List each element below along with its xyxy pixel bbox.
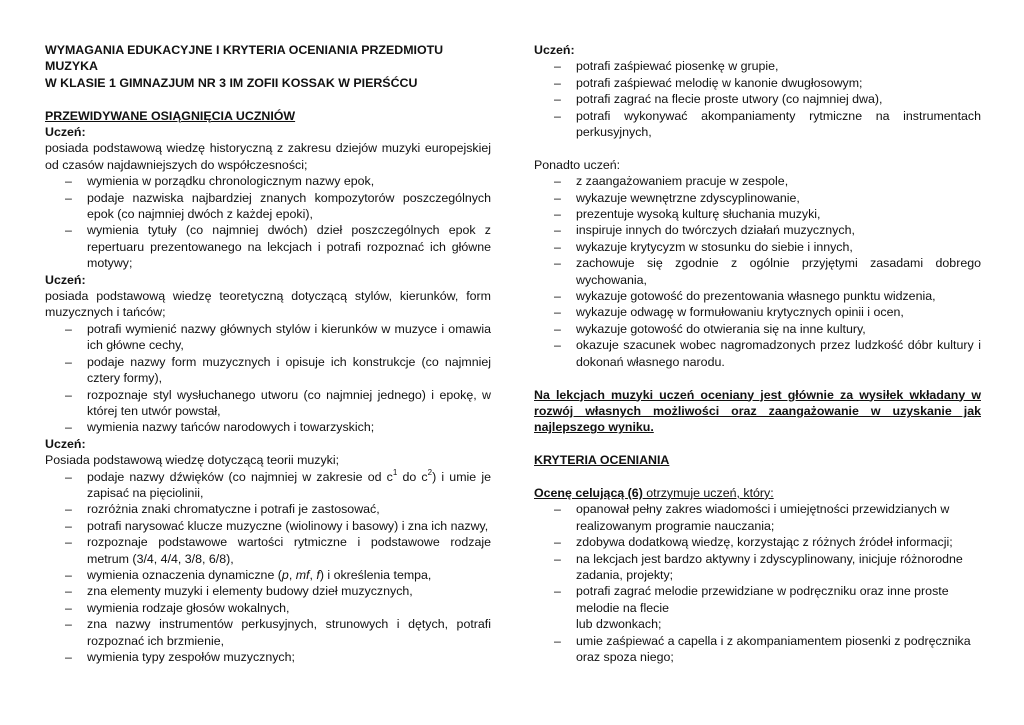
uczen-label-1: Uczeń:: [45, 125, 86, 140]
list-item: – wymienia tytuły (co najmniej dwóch) dzieł poszczególnych epok z repertuaru prezentowanego na lekcjach i potrafi rozpoznać ich główne motywy;: [45, 222, 491, 271]
grade-label: Ocenę celującą (6): [534, 485, 643, 500]
list-item: – zna nazwy instrumentów perkusyjnych, strunowych i dętych, potrafi rozpoznać ich brzmienie,: [45, 616, 491, 649]
assessment-note: Na lekcjach muzyki uczeń oceniany jest głównie za wysiłek wkładany w rozwój własnych możliwości oraz zaangażowanie w uzyskanie jak najlepszego wyniku.: [534, 387, 981, 435]
skills-list: [534, 58, 981, 140]
list-item: – wykazuje odwagę w formułowaniu krytycznych opinii i ocen,: [534, 304, 981, 320]
list-item: – zna elementy muzyki i elementy budowy dzieł muzycznych,: [45, 583, 491, 599]
list-item: – wymienia nazwy tańców narodowych i towarzyskich;: [45, 419, 491, 435]
list-item: – potrafi wykonywać akompaniamenty rytmiczne na instrumentach perkusyjnych,: [534, 108, 981, 141]
list-item: – wykazuje gotowość do otwierania się na inne kultury,: [534, 321, 981, 337]
block1-list: [45, 173, 491, 271]
uczen-label-2: Uczeń:: [45, 272, 86, 287]
list-item: – z zaangażowaniem pracuje w zespole,: [534, 173, 981, 189]
block2-intro: posiada podstawową wiedzę teoretyczną dotyczącą stylów, kierunków, form muzycznych i tańców;: [45, 289, 491, 320]
list-item: – wykazuje gotowość do prezentowania własnego punktu widzenia,: [534, 288, 981, 304]
section-heading-achievements: PRZEWIDYWANE OSIĄGNIĘCIA UCZNIÓW: [45, 108, 296, 123]
block1-intro: posiada podstawową wiedzę historyczną z zakresu dziejów muzyki europejskiej od czasów najdawniejszych do współczesności;: [45, 141, 491, 172]
list-item: – wymienia w porządku chronologicznym nazwy epok,: [45, 173, 491, 189]
ponadto-label: Ponadto uczeń:: [534, 157, 621, 172]
uczen-label-3: Uczeń:: [45, 436, 86, 451]
list-item: – na lekcjach jest bardzo aktywny i zdyscyplinowany, inicjuje różnorodne zadania, projekty;: [534, 551, 981, 584]
list-item: – okazuje szacunek wobec nagromadzonych przez ludzkość dóbr kultury i dokonań własnego narodu.: [534, 337, 981, 370]
ponadto-list: [534, 173, 981, 370]
list-item: – podaje nazwiska najbardziej znanych kompozytorów poszczególnych epok (co najmniej dwóch z każdej epoki),: [45, 190, 491, 223]
list-item: – podaje nazwy form muzycznych i opisuje ich konstrukcje (co najmniej cztery formy),: [45, 354, 491, 387]
grade-celujaca-intro: [534, 485, 981, 501]
list-item: – umie zaśpiewać a capella i z akompaniamentem piosenki z podręcznika oraz spoza niego;: [534, 633, 981, 666]
uczen-label-4: Uczeń:: [534, 43, 575, 57]
list-item: – wymienia rodzaje głosów wokalnych,: [45, 600, 491, 616]
list-item-dynamics: – wymienia oznaczenia dynamiczne (p, mf, f) i określenia tempa,: [45, 567, 491, 583]
grade-criteria-list: [534, 501, 981, 665]
document-title-line2: W KLASIE 1 GIMNAZJUM NR 3 IM ZOFII KOSSAK W PIERŚĆCU: [45, 75, 418, 90]
criteria-heading: KRYTERIA OCENIANIA: [534, 453, 670, 468]
list-item: – potrafi wymienić nazwy głównych stylów i kierunków w muzyce i omawia ich główne cechy,: [45, 321, 491, 354]
list-item: – wykazuje wewnętrzne zdyscyplinowanie,: [534, 190, 981, 206]
document-title-line1: WYMAGANIA EDUKACYJNE I KRYTERIA OCENIANIA PRZEDMIOTU MUZYKA: [45, 43, 444, 74]
block2-list: [45, 321, 491, 436]
block3-intro: Posiada podstawową wiedzę dotyczącą teorii muzyki;: [45, 453, 340, 468]
list-item: – potrafi narysować klucze muzyczne (wiolinowy i basowy) i zna ich nazwy,: [45, 518, 491, 534]
list-item-notes-range: – podaje nazwy dźwięków (co najmniej w zakresie od $c^1$ do $c^2$) i umie je zapisać na pięciolinii,: [45, 469, 491, 502]
list-item: – rozpoznaje podstawowe wartości rytmiczne i podstawowe rodzaje metrum (3/4, 4/4, 3/8, 6/8),: [45, 534, 491, 567]
left-column: [45, 42, 491, 665]
list-item: – wykazuje krytycyzm w stosunku do siebie i innych,: [534, 239, 981, 255]
list-item-flute: – potrafi zagrać melodie przewidziane w podręczniku oraz inne proste melodie na flecie lub dzwonkach;: [534, 583, 981, 632]
list-item: – opanował pełny zakres wiadomości i umiejętności przewidzianych w realizowanym programie nauczania;: [534, 501, 981, 534]
list-item: – potrafi zaśpiewać melodię w kanonie dwugłosowym;: [534, 75, 981, 91]
list-item: – zachowuje się zgodnie z ogólnie przyjętymi zasadami dobrego wychowania,: [534, 255, 981, 288]
list-item: – rozpoznaje styl wysłuchanego utworu (co najmniej jednego) i epokę, w której ten utwór powstał,: [45, 387, 491, 420]
right-column: [534, 42, 981, 665]
grade-rest: otrzymuje uczeń, który:: [642, 485, 774, 500]
list-item: – inspiruje innych do twórczych działań muzycznych,: [534, 222, 981, 238]
block3-list: [45, 469, 491, 666]
list-item: – potrafi zagrać na flecie proste utwory (co najmniej dwa),: [534, 91, 981, 107]
list-item: – prezentuje wysoką kulturę słuchania muzyki,: [534, 206, 981, 222]
list-item: – potrafi zaśpiewać piosenkę w grupie,: [534, 58, 981, 74]
list-item: – wymienia typy zespołów muzycznych;: [45, 649, 491, 665]
list-item: – rozróżnia znaki chromatyczne i potrafi je zastosować,: [45, 501, 491, 517]
list-item: – zdobywa dodatkową wiedzę, korzystając z różnych źródeł informacji;: [534, 534, 981, 550]
